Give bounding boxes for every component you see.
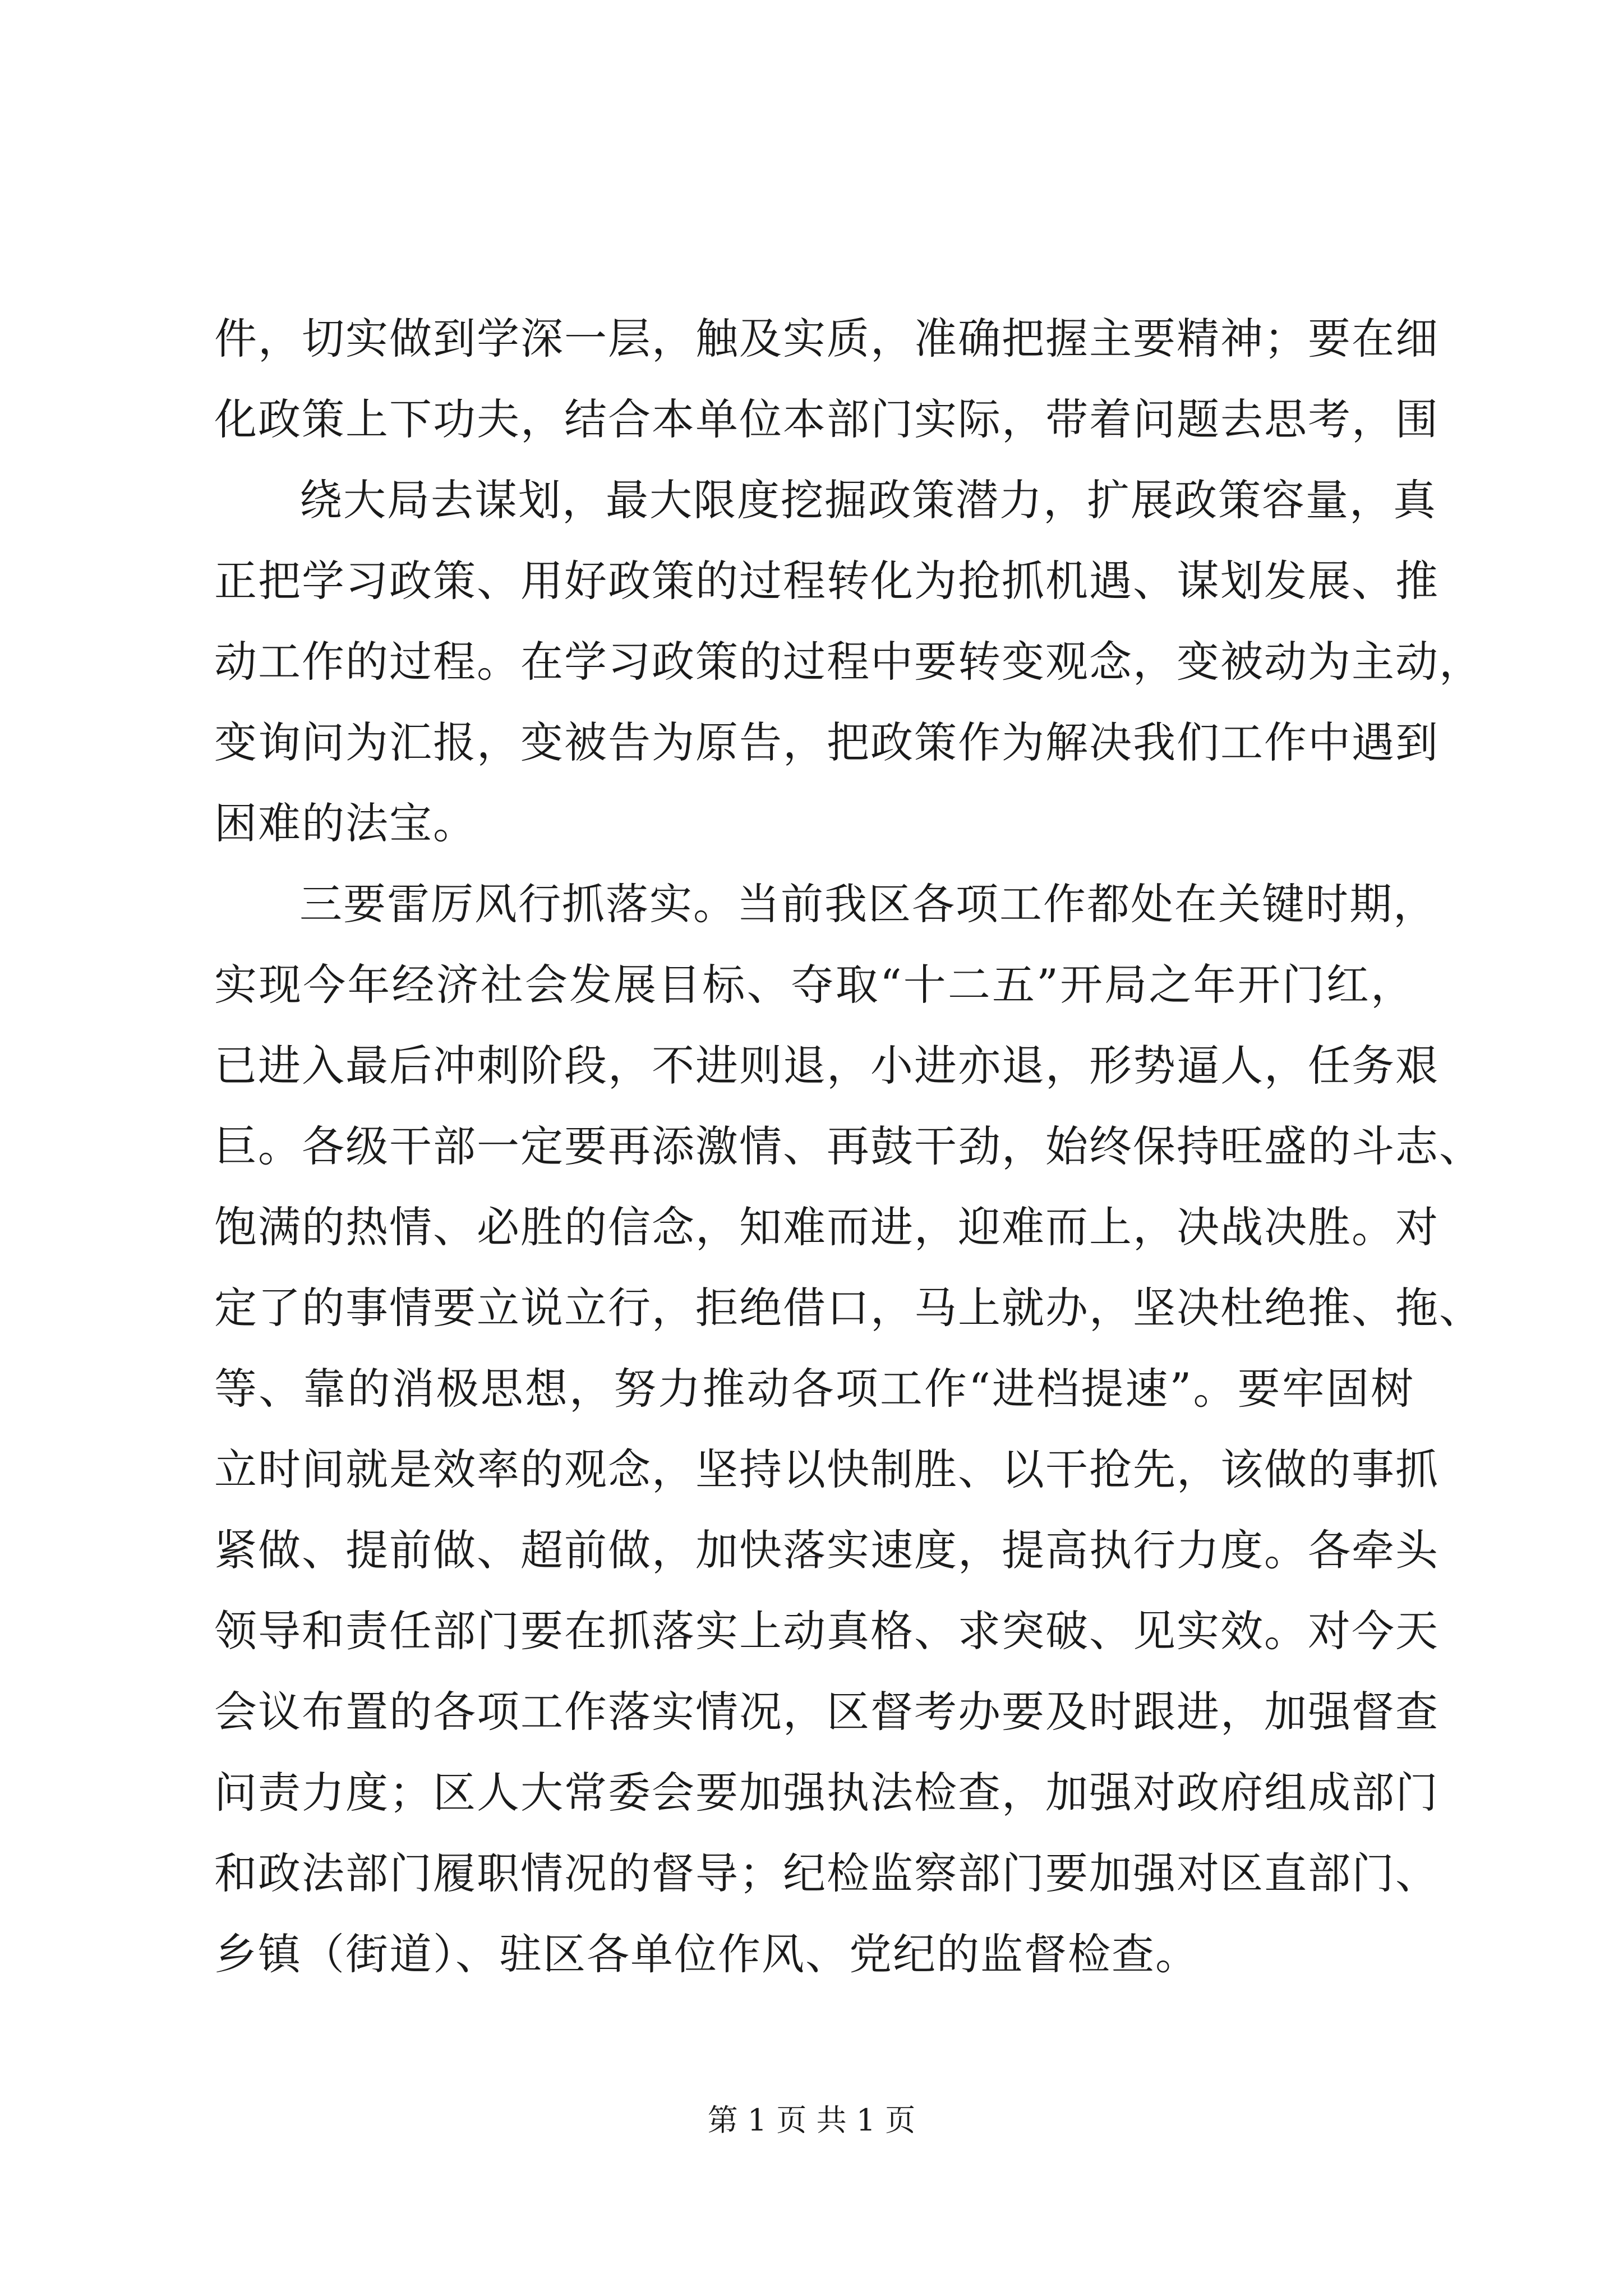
text-line: 问责力度；区人大常委会要加强执法检查，加强对政府组成部门 [214, 1768, 1439, 1818]
text-line: 巨。各级干部一定要再添激情、再鼓干劲，始终保持旺盛的斗志、 [214, 1121, 1483, 1171]
text-line: 等、靠的消极思想，努力推动各项工作“进档提速”。要牢固树 [214, 1364, 1414, 1414]
text-line: 变询问为汇报，变被告为原告，把政策作为解决我们工作中遇到 [214, 717, 1439, 767]
text-line: 实现今年经济社会发展目标、夺取“十二五”开局之年开门红， [214, 960, 1414, 1010]
text-line: 动工作的过程。在学习政策的过程中要转变观念，变被动为主动， [214, 637, 1483, 687]
paragraph [214, 298, 1439, 460]
text-line: 紧做、提前做、超前做，加快落实速度，提高执行力度。各牵头 [214, 1525, 1439, 1575]
paragraph [214, 864, 1483, 1995]
text-line: 定了的事情要立说立行，拒绝借口，马上就办，坚决杜绝推、拖、 [214, 1283, 1483, 1333]
text-line: 乡镇（街道）、驻区各单位作风、党纪的监督检查。 [214, 1929, 1199, 1979]
text-line: 领导和责任部门要在抓落实上动真格、求突破、见实效。对今天 [214, 1606, 1439, 1656]
text-line: 正把学习政策、用好政策的过程转化为抢抓机遇、谋划发展、推 [214, 556, 1439, 606]
text-line: 会议布置的各项工作落实情况，区督考办要及时跟进，加强督查 [214, 1687, 1439, 1737]
text-line: 饱满的热情、必胜的信念，知难而进，迎难而上，决战决胜。对 [214, 1202, 1439, 1252]
text-line: 已进入最后冲刺阶段，不进则退，小进亦退，形势逼人，任务艰 [214, 1041, 1439, 1091]
document-body [214, 298, 1483, 1995]
text-line: 绕大局去谋划，最大限度挖掘政策潜力，扩展政策容量，真 [299, 475, 1437, 525]
text-line: 立时间就是效率的观念，坚持以快制胜、以干抢先，该做的事抓 [214, 1444, 1439, 1494]
page-number-footer: 第 1 页 共 1 页 [707, 2102, 916, 2138]
text-line: 件，切实做到学深一层，触及实质，准确把握主要精神；要在细 [214, 314, 1439, 364]
paragraph [214, 460, 1483, 864]
text-line: 化政策上下功夫，结合本单位本部门实际，带着问题去思考，围 [214, 394, 1439, 444]
text-line: 和政法部门履职情况的督导；纪检监察部门要加强对区直部门、 [214, 1848, 1439, 1898]
text-line: 三要雷厉风行抓落实。当前我区各项工作都处在关键时期， [299, 879, 1437, 929]
text-line: 困难的法宝。 [214, 798, 477, 848]
